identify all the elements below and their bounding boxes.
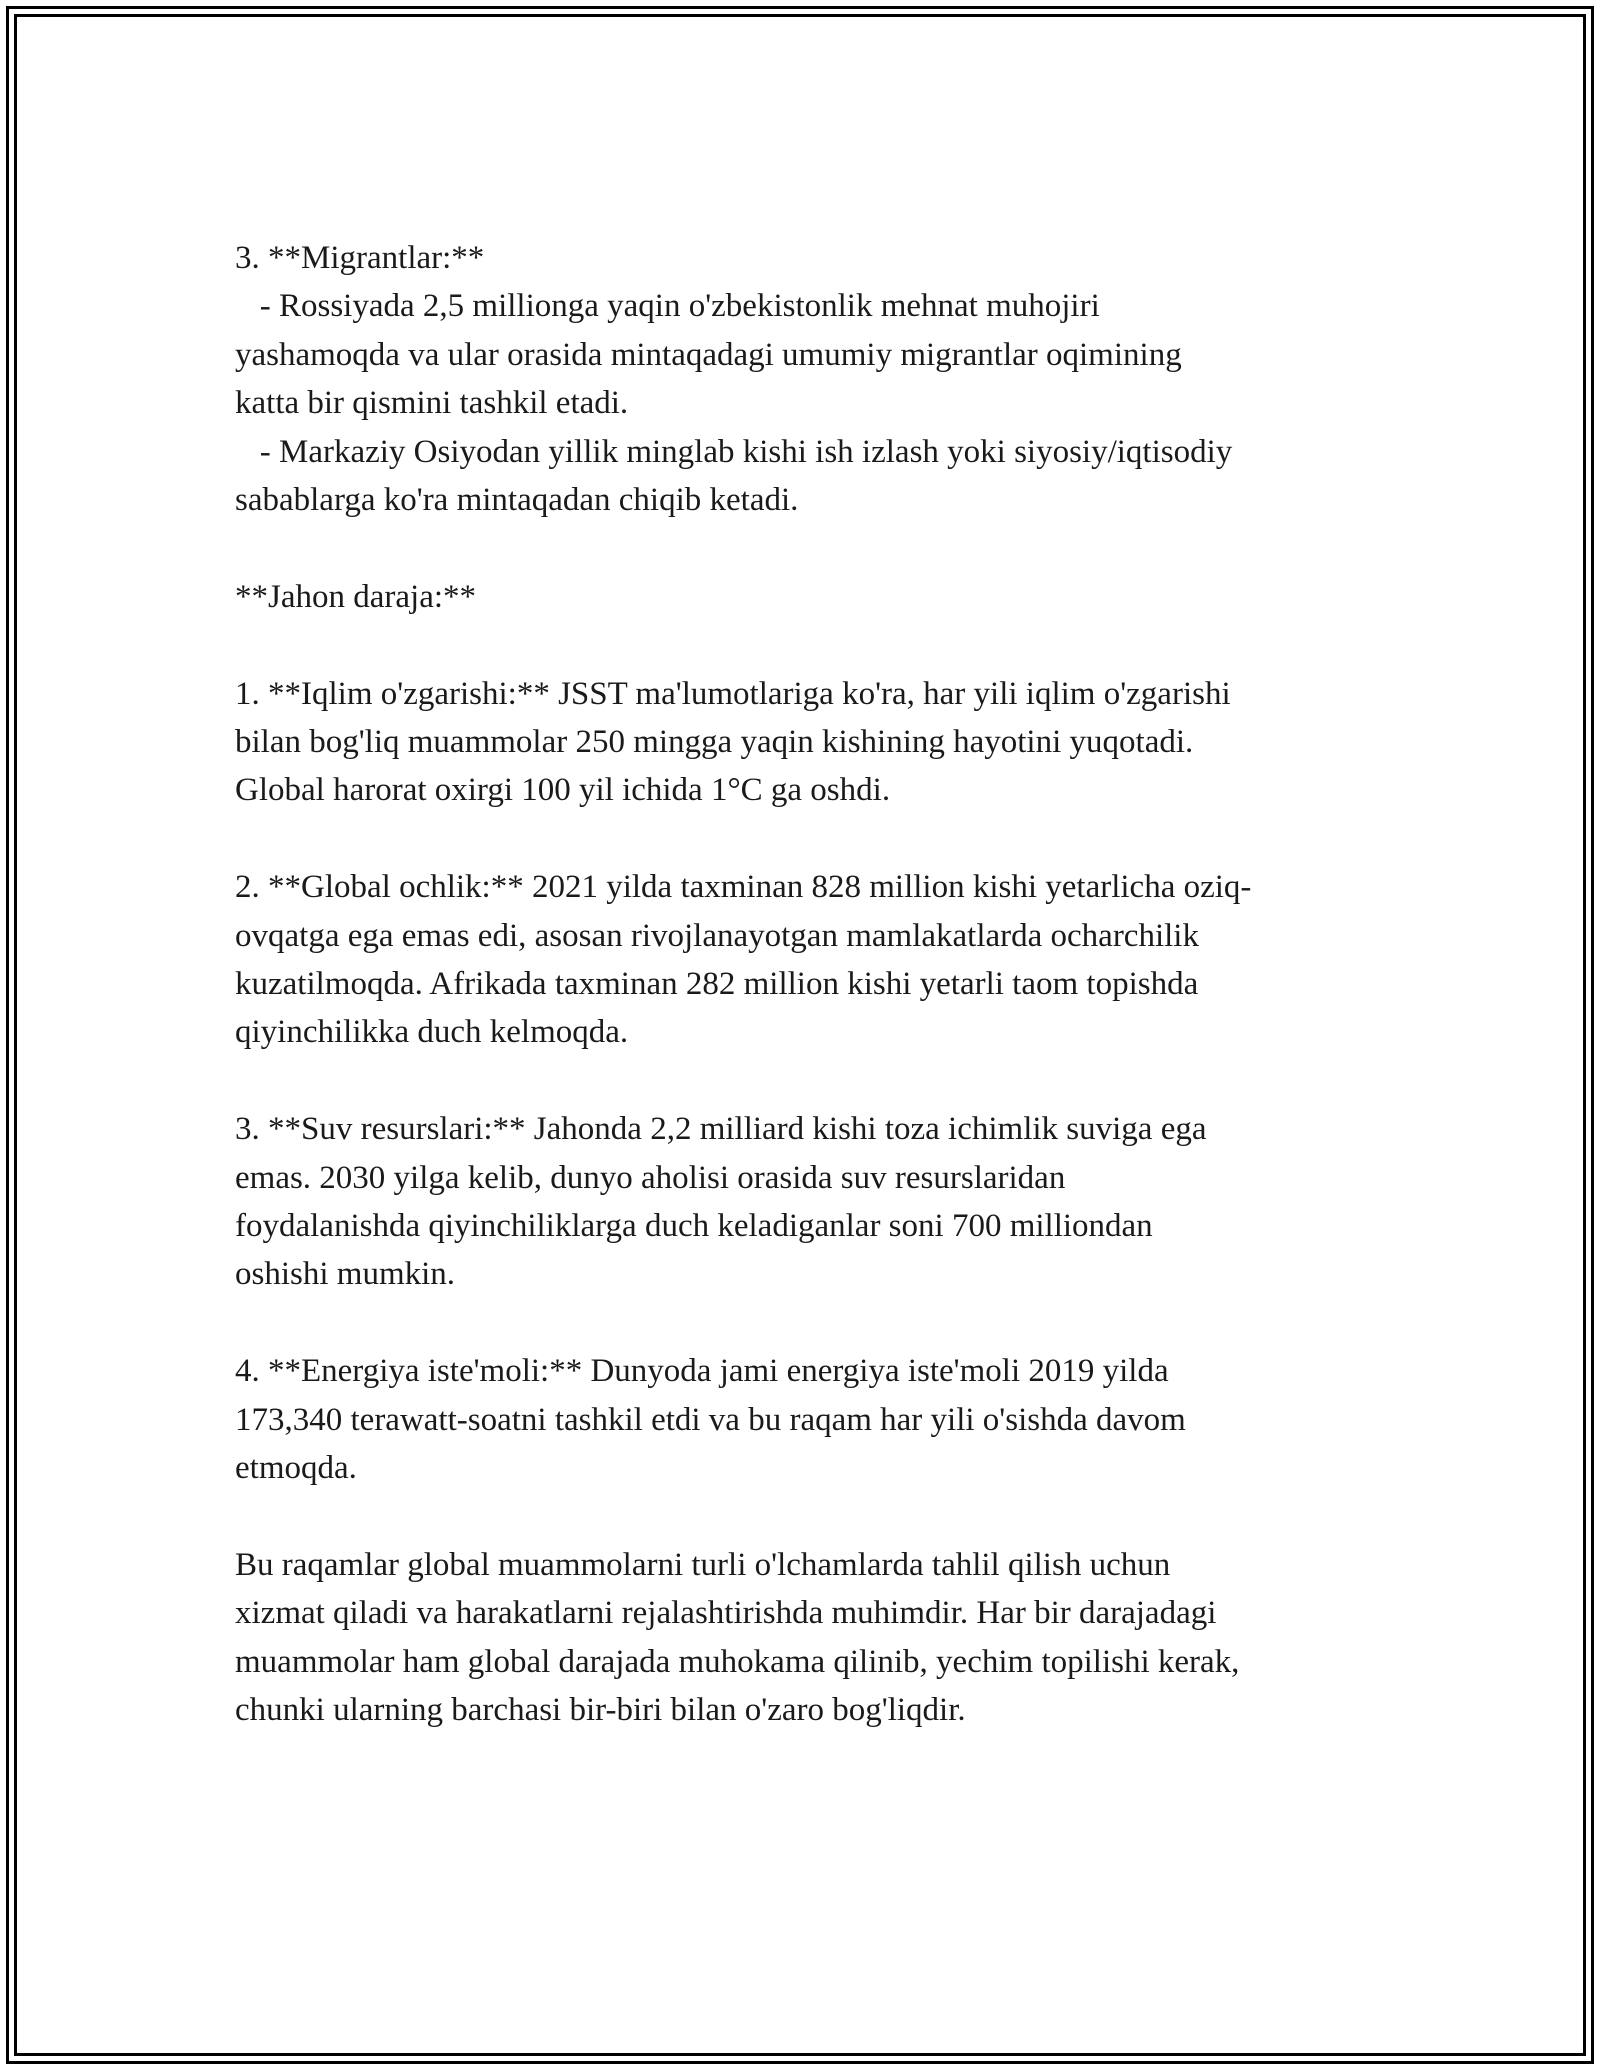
text-line: ovqatga ega emas edi, asosan rivojlanayotgan mamlakatlarda ocharchilik [235, 917, 1199, 954]
text-line: muammolar ham global darajada muhokama qilinib, yechim topilishi kerak, [235, 1643, 1240, 1680]
text-line: emas. 2030 yilga kelib, dunyo aholisi orasida suv resurslaridan [235, 1159, 1066, 1196]
text-line: 4. **Energiya iste'moli:** Dunyoda jami energiya iste'moli 2019 yilda [235, 1353, 1169, 1390]
text-line: chunki ularning barchasi bir-biri bilan o'zaro bog'liqdir. [235, 1692, 966, 1729]
paragraph-gap [235, 1057, 1375, 1105]
text-line: Global harorat oxirgi 100 yil ichida 1°C ga oshdi. [235, 772, 891, 809]
text-line: bilan bog'liq muammolar 250 mingga yaqin kishining hayotini yuqotadi. [235, 724, 1194, 761]
paragraph-gap [235, 524, 1375, 572]
paragraph-gap [235, 621, 1375, 669]
text-line: - Markaziy Osiyodan yillik minglab kishi ish izlash yoki siyosiy/iqtisodiy [235, 433, 1233, 470]
text-line: foydalanishda qiyinchiliklarga duch keladiganlar soni 700 milliondan [235, 1208, 1153, 1245]
text-line: 173,340 terawatt-soatni tashkil etdi va bu raqam har yili o'sishda davom [235, 1401, 1186, 1438]
text-line: 2. **Global ochlik:** 2021 yilda taxminan 828 million kishi yetarlicha oziq- [235, 869, 1252, 906]
text-line: 1. **Iqlim o'zgarishi:** JSST ma'lumotlariga ko'ra, har yili iqlim o'zgarishi [235, 675, 1231, 712]
section-heading: **Jahon daraja:** [235, 578, 477, 615]
text-line: Bu raqamlar global muammolarni turli o'lchamlarda tahlil qilish uchun [235, 1546, 1171, 1583]
paragraph-gap [235, 815, 1375, 863]
text-line: - Rossiyada 2,5 millionga yaqin o'zbekistonlik mehnat muhojiri [235, 288, 1100, 325]
text-line: oshishi mumkin. [235, 1256, 456, 1293]
paragraph-gap [235, 1299, 1375, 1347]
text-line: kuzatilmoqda. Afrikada taxminan 282 million kishi yetarli taom topishda [235, 966, 1199, 1003]
document-body [235, 234, 1375, 1735]
text-line: 3. **Suv resurslari:** Jahonda 2,2 milliard kishi toza ichimlik suviga ega [235, 1111, 1207, 1148]
text-line: qiyinchilikka duch kelmoqda. [235, 1014, 629, 1051]
text-line: 3. **Migrantlar:** [235, 240, 485, 276]
paragraph-gap [235, 1492, 1375, 1540]
text-line: etmoqda. [235, 1450, 357, 1487]
text-line: katta bir qismini tashkil etadi. [235, 385, 629, 422]
text-line: xizmat qiladi va harakatlarni rejalashtirishda muhimdir. Har bir darajadagi [235, 1595, 1217, 1632]
text-line: yashamoqda va ular orasida mintaqadagi umumiy migrantlar oqimining [235, 336, 1182, 373]
text-line: sabablarga ko'ra mintaqadan chiqib ketadi. [235, 482, 799, 519]
